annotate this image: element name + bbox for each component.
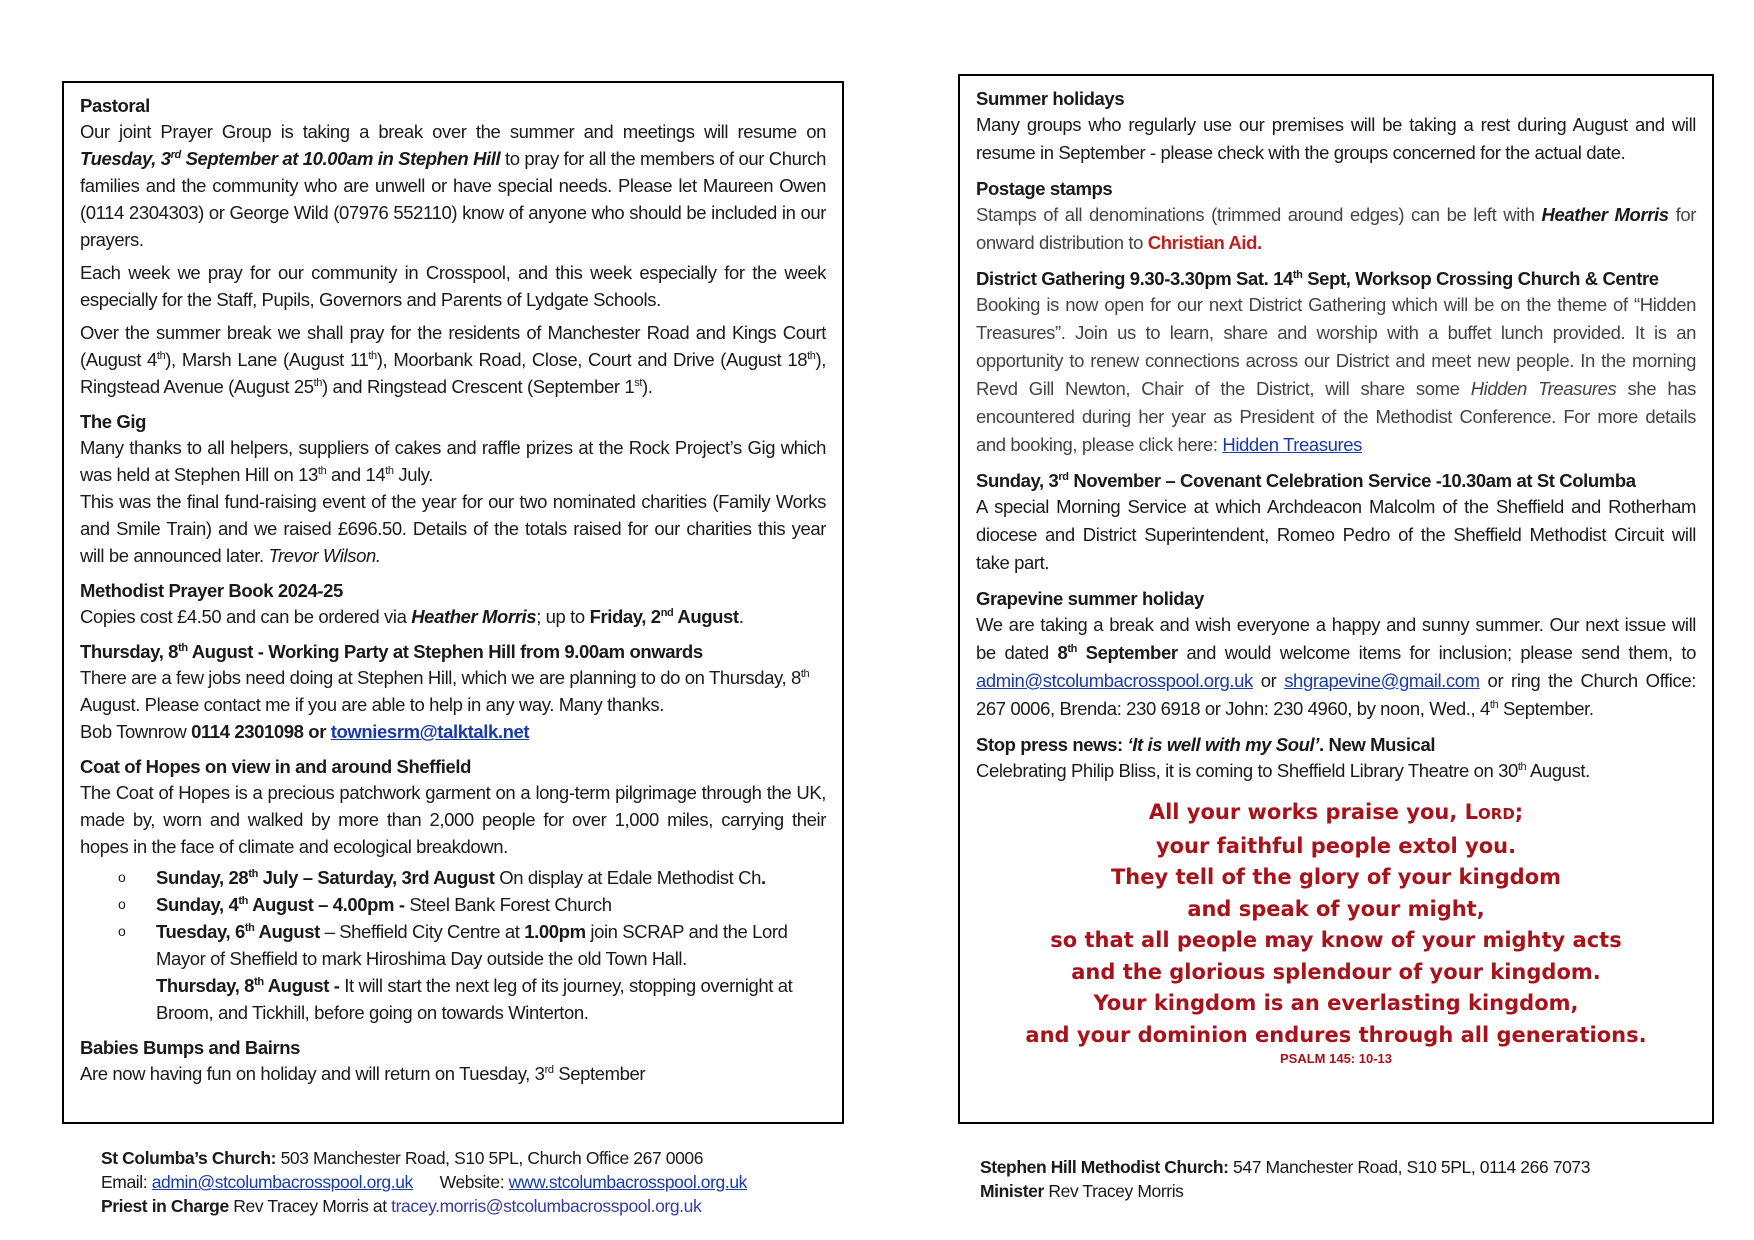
text: Sunday, 28 xyxy=(156,867,249,888)
sup: th xyxy=(368,349,377,362)
district-gathering-section xyxy=(976,266,1696,459)
sup: th xyxy=(238,894,249,907)
footer-contact-line xyxy=(101,1170,747,1194)
coat-of-hopes-heading: Coat of Hopes on view in and around Sheffield xyxy=(80,756,472,777)
stop-press-text xyxy=(976,757,1696,785)
psalm-line xyxy=(976,797,1696,831)
sup: th xyxy=(1067,642,1077,655)
psalm-line: your faithful people extol you. xyxy=(1155,833,1517,858)
text: Steel Bank Forest Church xyxy=(409,894,612,915)
covenant-heading xyxy=(976,468,1696,493)
psalm-quote xyxy=(976,797,1696,1051)
text: It will start the next leg of its journey, stopping overnight at Broom, and Tickhill, before going on towards Winterton. xyxy=(156,975,793,1023)
sup: th xyxy=(254,975,264,988)
text: August xyxy=(673,606,739,627)
email-link-townrow[interactable]: towniesrm@talktalk.net xyxy=(330,721,530,742)
text: Are now having fun on holiday and will return on Tuesday, 3 xyxy=(80,1063,545,1084)
text: Booking is now open for our next District Gathering which will be on the theme of “Hidden Treasures”. Join us to learn, share and worship with a buffet lunch provided. It is an opportunity to renew connections across our District and meet new people. In the morning Revd Gill Newton, Chair of the District, will share some xyxy=(976,294,1696,399)
sup: th xyxy=(807,349,816,362)
coat-of-hopes-schedule xyxy=(80,864,826,1026)
district-gathering-text xyxy=(976,291,1696,459)
text: join SCRAP and the Lord Mayor of Sheffield to mark Hiroshima Day outside the old Town Hall. xyxy=(156,921,788,969)
text: Over the summer break we shall pray for the residents of Manchester Road and Kings Court (August 4 xyxy=(80,322,826,370)
text: Stamps of all denominations (trimmed around edges) can be left with xyxy=(976,204,1542,225)
prayer-date xyxy=(80,148,500,169)
working-party-heading xyxy=(80,639,826,664)
signature: Trevor Wilson. xyxy=(268,545,381,566)
text: September. xyxy=(1498,698,1594,719)
pastoral-paragraph-1 xyxy=(80,118,826,253)
sup: th xyxy=(385,464,394,477)
email-link-grapevine[interactable]: shgrapevine@gmail.com xyxy=(1284,670,1480,691)
text: and would welcome items for inclusion; please send them, to xyxy=(1177,642,1696,663)
text: 547 Manchester Road, S10 5PL, 0114 266 7073 xyxy=(1228,1157,1591,1177)
text: July. xyxy=(393,464,434,485)
text: ; up to xyxy=(536,606,590,627)
text: On display at Edale Methodist Ch xyxy=(494,867,761,888)
sup: rd xyxy=(1058,470,1069,483)
contact-name: Heather Morris xyxy=(1541,204,1669,225)
psalm-line: Your kingdom is an everlasting kingdom, xyxy=(1093,991,1579,1015)
footer-address-line xyxy=(101,1146,747,1170)
sup: st xyxy=(634,376,642,389)
text: ; xyxy=(1514,800,1524,824)
text: – Sheffield City Centre at xyxy=(319,921,525,942)
text: 503 Manchester Road, S10 5PL, Church Office 267 0006 xyxy=(276,1148,704,1168)
prayer-book-heading: Methodist Prayer Book 2024-25 xyxy=(80,580,343,601)
psalm-line: and speak of your might, xyxy=(1187,896,1485,921)
gig-heading: The Gig xyxy=(80,411,147,432)
list-item xyxy=(118,864,826,891)
psalm-line: and your dominion endures through all generations. xyxy=(1025,1022,1647,1047)
footer-priest-line xyxy=(101,1194,747,1218)
sup: th xyxy=(1489,698,1499,711)
text: ), Moorbank Road, Close, Court and Drive (August 18 xyxy=(376,349,808,370)
text: There are a few jobs need doing at Stephen Hill, which we are planning to do on Thursday, 8 xyxy=(80,667,801,688)
district-gathering-heading xyxy=(976,266,1696,291)
text: or xyxy=(1252,670,1285,691)
event-date xyxy=(156,921,320,942)
bullet-icon: o xyxy=(118,869,126,885)
gig-paragraph-2 xyxy=(80,488,826,569)
babies-section xyxy=(80,1035,826,1087)
bullet-icon: o xyxy=(118,923,126,939)
sup: th xyxy=(156,349,166,362)
text: ORD xyxy=(1478,805,1515,823)
summer-holidays-heading: Summer holidays xyxy=(976,88,1125,109)
text: Many thanks to all helpers, suppliers of cakes and raffle prizes at the Rock Project’s Gig which was held at Stephen Hill on 13 xyxy=(80,437,826,485)
text: Sept, Worksop Crossing Church & Centre xyxy=(1302,268,1659,289)
working-party-contact xyxy=(80,718,826,745)
pastoral-section xyxy=(80,93,826,400)
stop-press-heading xyxy=(976,732,1696,757)
covenant-text: A special Morning Service at which Archdeacon Malcolm of the Sheffield and Rotherham diocese and District Superintendent, Romeo Pedro of the Sheffield Methodist Circuit will take part. xyxy=(976,496,1696,573)
event-time: 1.00pm xyxy=(524,921,586,942)
text: Tuesday, 6 xyxy=(156,921,245,942)
text: November – Covenant Celebration Service -10.30am at St Columba xyxy=(1068,470,1636,491)
right-newsletter-panel xyxy=(958,74,1714,1124)
text: . xyxy=(760,867,766,888)
text: Friday, 2 xyxy=(589,606,661,627)
contact-name: Heather Morris xyxy=(411,606,537,627)
st-columba-footer xyxy=(101,1146,747,1218)
text: Sunday, 4 xyxy=(156,894,239,915)
text: Priest in Charge xyxy=(101,1196,229,1216)
text: August - Working Party at Stephen Hill from 9.00am onwards xyxy=(187,641,703,662)
prayer-book-text xyxy=(80,603,826,630)
text: This was the final fund-raising event of the year for our two nominated charities (Family Works and Smile Train) and we raised £696.50. Details of the totals raised for our charities this year will be announced later. xyxy=(80,491,826,566)
text: Tuesday, 3 xyxy=(80,148,171,169)
text: Sunday, 3 xyxy=(976,470,1059,491)
sup: rd xyxy=(544,1063,554,1076)
pastoral-paragraph-3 xyxy=(80,319,826,400)
footer-minister-line xyxy=(980,1179,1590,1203)
text: July – Saturday, 3rd August xyxy=(257,867,495,888)
sup: th xyxy=(244,921,255,934)
summer-holidays-section xyxy=(976,86,1696,167)
deadline xyxy=(590,606,739,627)
grapevine-section xyxy=(976,586,1696,723)
text: August xyxy=(254,921,320,942)
psalm-reference: PSALM 145: 10-13 xyxy=(1280,1051,1392,1066)
text: Our joint Prayer Group is taking a break over the summer and meetings will resume on xyxy=(80,121,826,142)
text: for onward distribution to xyxy=(976,204,1696,253)
sup: th xyxy=(800,667,810,680)
text: September xyxy=(553,1063,646,1084)
grapevine-text xyxy=(976,611,1696,723)
bullet-icon: o xyxy=(118,896,126,912)
text: ) and Ringstead Crescent (September 1 xyxy=(322,376,635,397)
text: Rev Tracey Morris xyxy=(1043,1181,1184,1201)
text: Thursday, 8 xyxy=(156,975,255,996)
charity-name: Christian Aid. xyxy=(1147,232,1262,253)
babies-heading: Babies Bumps and Bairns xyxy=(80,1037,301,1058)
sup: th xyxy=(313,376,323,389)
stop-press-section xyxy=(976,732,1696,785)
text: Email: xyxy=(101,1172,152,1192)
postage-stamps-text xyxy=(976,201,1696,257)
grapevine-heading: Grapevine summer holiday xyxy=(976,588,1204,609)
text: ), Marsh Lane (August 11 xyxy=(165,349,369,370)
text: Hidden Treasures xyxy=(1470,378,1617,399)
next-issue-date xyxy=(1057,642,1177,663)
text: to pray for all the members of our Church families and the community who are unwell or have special needs. Please let Maureen Owen (0114 2304303) or George Wild (07976 552110) know of anyone who should be included in our prayers. xyxy=(80,148,826,250)
text: August - xyxy=(263,975,345,996)
sup: th xyxy=(178,641,188,654)
footer-address-line xyxy=(980,1155,1590,1179)
covenant-section xyxy=(976,468,1696,577)
pastoral-paragraph-2: Each week we pray for our community in Crosspool, and this week especially for the week especially for the Staff, Pupils, Governors and Parents of Lydgate Schools. xyxy=(80,262,826,310)
text: Thursday, 8 xyxy=(80,641,179,662)
text: August – 4.00pm - xyxy=(248,894,410,915)
coat-of-hopes-section xyxy=(80,754,826,1026)
text: Rev Tracey Morris at xyxy=(228,1196,392,1216)
text: Minister xyxy=(980,1181,1044,1201)
footer-website-link[interactable]: www.stcolumbacrosspool.org.uk xyxy=(508,1172,748,1192)
text: Website: xyxy=(412,1172,509,1192)
psalm-line: and the glorious splendour of your kingdom. xyxy=(1071,959,1601,984)
text: . New Musical xyxy=(1319,734,1436,755)
sup: th xyxy=(1517,760,1527,773)
prayer-book-section xyxy=(80,578,826,630)
church-name: St Columba’s Church: xyxy=(101,1148,277,1168)
postage-stamps-section xyxy=(976,176,1696,257)
text: August. Please contact me if you are able to help in any way. Many thanks. xyxy=(80,694,664,715)
text: We are taking a break and wish everyone a happy and sunny summer. Our next issue will be dated xyxy=(976,614,1696,663)
priest-email: tracey.morris@stcolumbacrosspool.org.uk xyxy=(391,1196,702,1216)
event-date xyxy=(156,894,409,915)
gig-section xyxy=(80,409,826,569)
text: or ring the Church Office: 267 0006, Brenda: 230 6918 or John: 230 4960, by noon, Wed., 4 xyxy=(976,670,1696,719)
text: Celebrating Philip Bliss, it is coming to Sheffield Library Theatre on 30 xyxy=(976,760,1518,781)
text: All your works praise you, L xyxy=(1148,800,1479,824)
summer-holidays-text: Many groups who regularly use our premises will be taking a rest during August and will resume in September - please check with the groups concerned for the actual date. xyxy=(976,114,1696,163)
working-party-text xyxy=(80,664,826,718)
coat-of-hopes-text: The Coat of Hopes is a precious patchwork garment on a long-term pilgrimage through the UK, made by, worn and walked by more than 2,000 people for over 1,000 miles, carrying their hopes in the face of climate and ecological breakdown. xyxy=(80,782,826,857)
text: ‘It is well with my Soul’ xyxy=(1127,734,1320,755)
postage-stamps-heading: Postage stamps xyxy=(976,178,1113,199)
working-party-section xyxy=(80,639,826,745)
psalm-line: so that all people may know of your mighty acts xyxy=(1050,928,1622,952)
text: September at 10.00am in Stephen Hill xyxy=(180,148,501,169)
email-link-admin[interactable]: admin@stcolumbacrosspool.org.uk xyxy=(976,670,1253,691)
sup: rd xyxy=(170,148,181,161)
pastoral-heading: Pastoral xyxy=(80,95,150,116)
text: and 14 xyxy=(326,464,386,485)
psalm-line: They tell of the glory of your kingdom xyxy=(1110,865,1562,889)
text: District Gathering 9.30-3.30pm Sat. 14 xyxy=(976,268,1293,289)
text: Bob Townrow xyxy=(80,721,192,742)
text: Stop press news: xyxy=(976,734,1128,755)
church-name: Stephen Hill Methodist Church: xyxy=(980,1157,1229,1177)
sup: th xyxy=(1292,268,1303,281)
text: . xyxy=(738,606,744,627)
text: August. xyxy=(1526,760,1590,781)
contact-phone: 0114 2301098 or xyxy=(191,721,331,742)
list-item xyxy=(118,918,826,1026)
text: Copies cost £4.50 and can be ordered via xyxy=(80,606,412,627)
left-newsletter-panel xyxy=(62,81,844,1124)
text: ), Ringstead Avenue (August 25 xyxy=(80,349,826,397)
sup: th xyxy=(248,867,258,880)
sup: th xyxy=(317,464,327,477)
stephen-hill-footer xyxy=(980,1155,1590,1203)
sup: nd xyxy=(660,606,674,619)
list-item xyxy=(118,891,826,918)
text: ). xyxy=(642,376,653,397)
text: she has encountered during her year as President of the Methodist Conference. For more details and booking, please click here: xyxy=(976,378,1696,455)
event-date xyxy=(156,975,344,996)
footer-email-link[interactable]: admin@stcolumbacrosspool.org.uk xyxy=(151,1172,413,1192)
gig-paragraph-1 xyxy=(80,434,826,488)
text: 8 xyxy=(1057,642,1068,663)
text: September xyxy=(1076,642,1178,663)
event-date xyxy=(156,867,494,888)
hidden-treasures-link[interactable]: Hidden Treasures xyxy=(1222,434,1362,455)
babies-text xyxy=(80,1060,826,1087)
